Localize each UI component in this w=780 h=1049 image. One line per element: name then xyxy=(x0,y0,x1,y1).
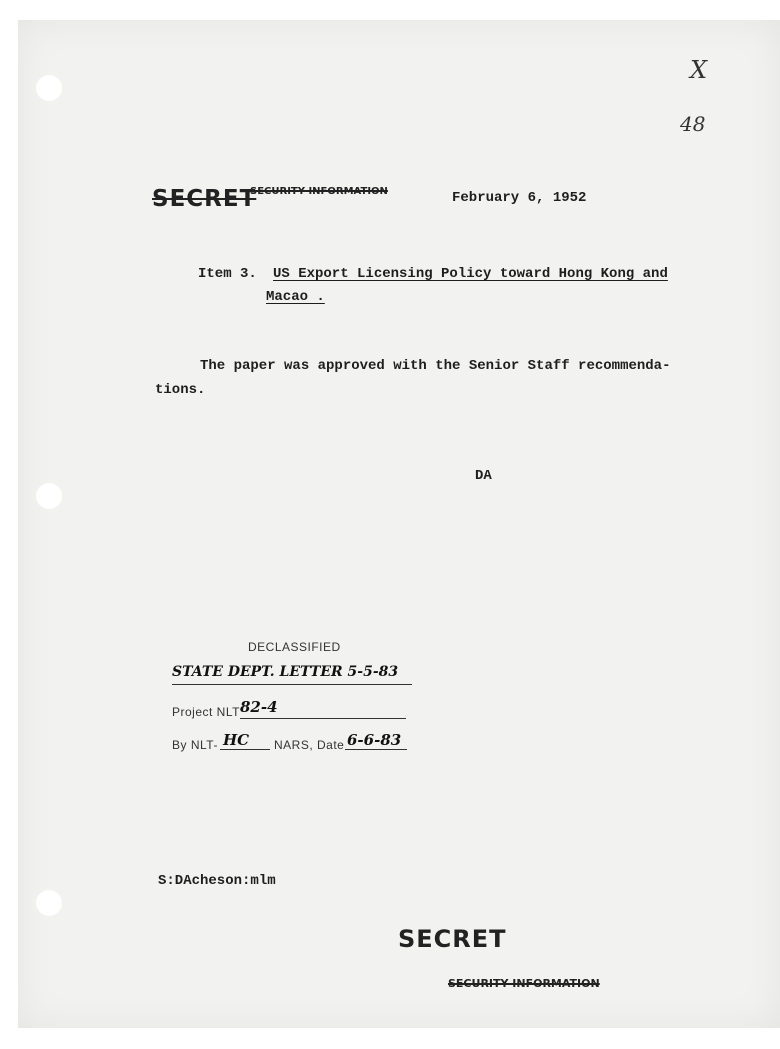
signature-initials: DA xyxy=(475,468,492,484)
punch-hole-bottom xyxy=(36,890,62,916)
reference-initials: S:DAcheson:mlm xyxy=(158,873,276,889)
punch-hole-middle xyxy=(36,483,62,509)
punch-hole-top xyxy=(36,75,62,101)
item-title-line-2: Macao . xyxy=(266,289,325,305)
security-information-header: SECURITY INFORMATION xyxy=(250,186,388,197)
date-rule xyxy=(345,749,407,750)
declassified-heading: DECLASSIFIED xyxy=(248,640,341,654)
project-value: 82-4 xyxy=(240,698,278,716)
security-information-footer: SECURITY INFORMATION xyxy=(448,977,600,990)
body-text-line-2: tions. xyxy=(155,382,206,398)
by-value: HC xyxy=(223,731,250,749)
by-label: By NLT- xyxy=(172,738,218,752)
by-rule xyxy=(220,749,270,750)
item-title-line-1: US Export Licensing Policy toward Hong Kong and xyxy=(273,266,668,282)
secret-stamp-footer: SECRET xyxy=(398,925,507,953)
project-rule xyxy=(240,718,406,719)
item-number: Item 3. xyxy=(198,266,257,282)
body-text-line-1: The paper was approved with the Senior Staff recommenda- xyxy=(200,358,671,374)
document-date: February 6, 1952 xyxy=(452,190,587,206)
secret-stamp-header: SECRET xyxy=(152,186,257,212)
x-mark: X xyxy=(690,56,708,84)
page-number: 48 xyxy=(680,112,706,136)
declassification-authority: STATE DEPT. LETTER 5-5-83 xyxy=(172,664,399,680)
project-label: Project NLT xyxy=(172,705,240,719)
authority-rule xyxy=(172,684,412,685)
nars-date-value: 6-6-83 xyxy=(347,731,402,749)
nars-date-label: NARS, Date xyxy=(274,738,345,752)
document-page xyxy=(18,20,780,1028)
